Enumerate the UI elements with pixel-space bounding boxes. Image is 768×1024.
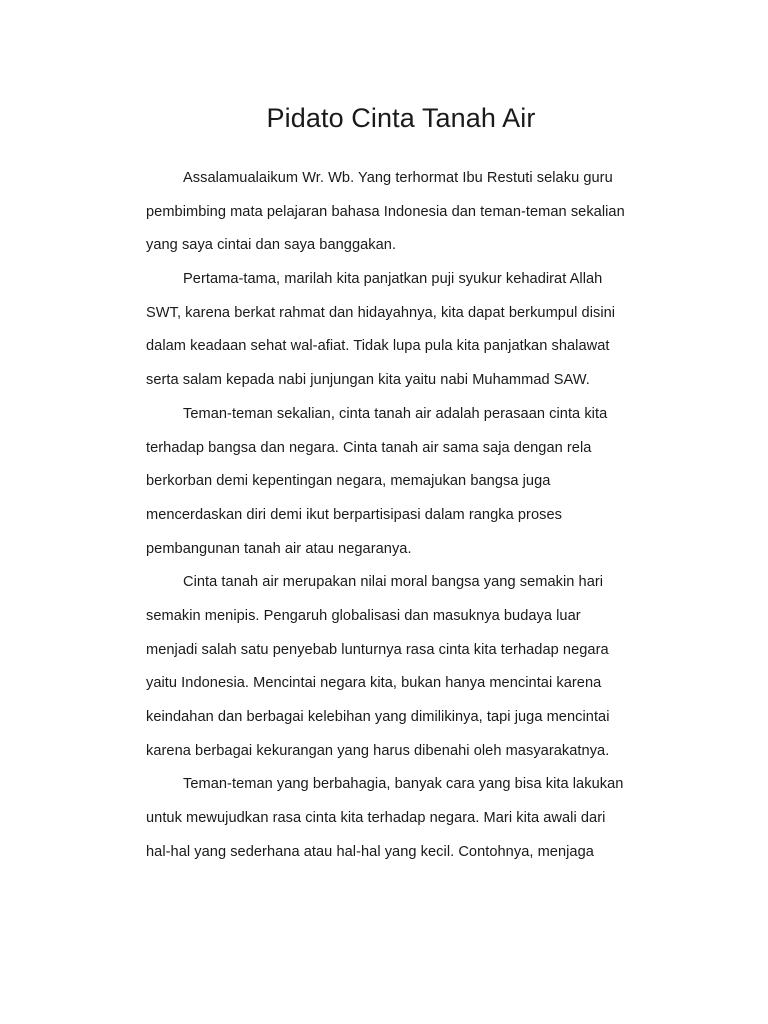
paragraph-3-line-4: mencerdaskan diri demi ikut berpartisipasi dalam rangka proses (146, 506, 562, 523)
paragraph-4-line-3: menjadi salah satu penyebab lunturnya rasa cinta kita terhadap negara (146, 641, 609, 658)
paragraph-2-line-4: serta salam kepada nabi junjungan kita yaitu nabi Muhammad SAW. (146, 372, 590, 389)
document-title: Pidato Cinta Tanah Air (266, 103, 536, 133)
paragraph-2-line-1: Pertama-tama, marilah kita panjatkan puji syukur kehadirat Allah (183, 271, 603, 288)
paragraph-4-line-5: keindahan dan berbagai kelebihan yang dimilikinya, tapi juga mencintai (146, 709, 610, 725)
paragraph-1-line-3: yang saya cintai dan saya banggakan. (146, 237, 397, 254)
paragraph-5-line-1: Teman-teman yang berbahagia, banyak cara yang bisa kita lakukan (183, 776, 624, 793)
paragraph-3-line-1: Teman-teman sekalian, cinta tanah air adalah perasaan cinta kita (183, 405, 608, 422)
paragraph-1-line-2: pembimbing mata pelajaran bahasa Indonesia dan teman-teman sekalian (146, 203, 625, 220)
document-body (146, 166, 666, 873)
paragraph-4-line-2: semakin menipis. Pengaruh globalisasi dan masuknya budaya luar (146, 607, 581, 624)
paragraph-5-line-2: untuk mewujudkan rasa cinta kita terhadap negara. Mari kita awali dari (146, 810, 606, 827)
paragraph-4-line-1: Cinta tanah air merupakan nilai moral bangsa yang semakin hari (183, 574, 604, 591)
paragraph-3-line-5: pembangunan tanah air atau negaranya. (146, 540, 412, 557)
paragraph-3-line-3: berkorban demi kepentingan negara, memajukan bangsa juga (146, 473, 551, 490)
paragraph-4-line-4: yaitu Indonesia. Mencintai negara kita, bukan hanya mencintai karena (146, 675, 602, 692)
paragraph-2-line-3: dalam keadaan sehat wal-afiat. Tidak lupa pula kita panjatkan shalawat (146, 338, 610, 355)
paragraph-1-line-1: Assalamualaikum Wr. Wb. Yang terhormat Ibu Restuti selaku guru (183, 170, 613, 186)
paragraph-5-line-3: hal-hal yang sederhana atau hal-hal yang kecil. Contohnya, menjaga (146, 843, 594, 860)
paragraph-4-line-6: karena berbagai kekurangan yang harus dibenahi oleh masyarakatnya. (146, 742, 610, 759)
paragraph-2-line-2: SWT, karena berkat rahmat dan hidayahnya, kita dapat berkumpul disini (146, 304, 616, 321)
paragraph-3-line-2: terhadap bangsa dan negara. Cinta tanah air sama saja dengan rela (146, 439, 592, 456)
